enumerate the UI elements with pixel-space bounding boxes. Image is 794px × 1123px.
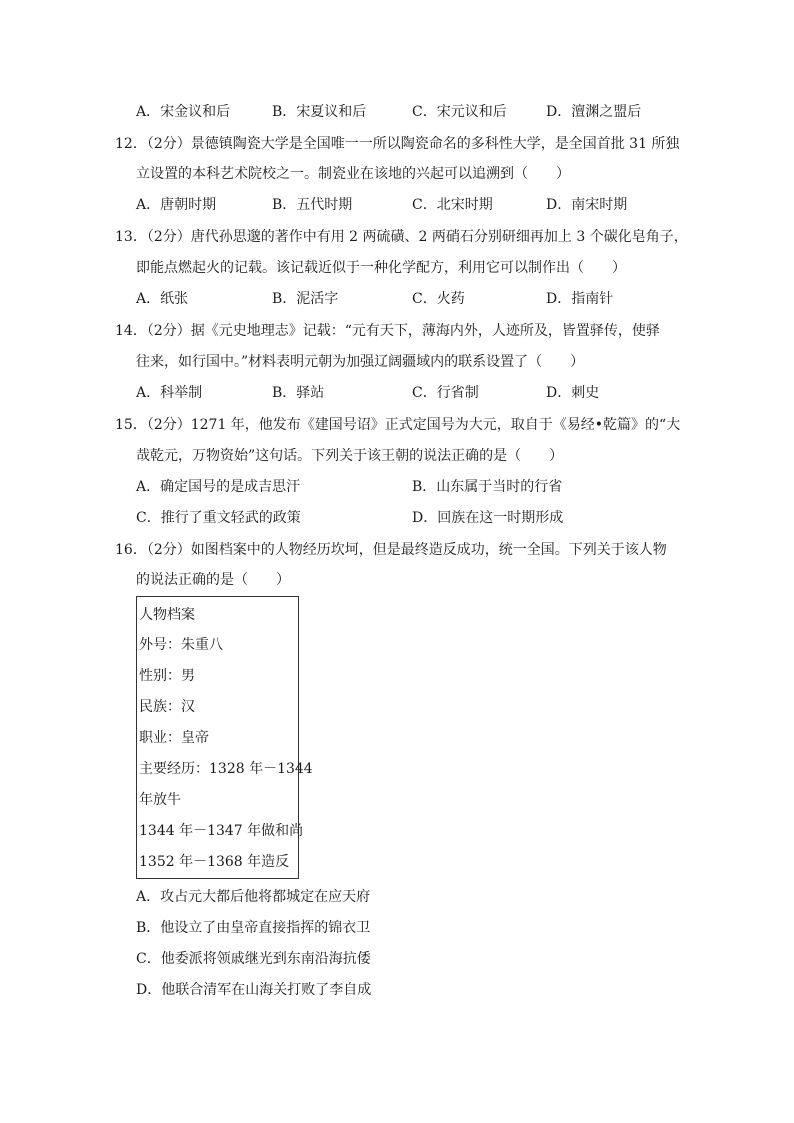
option-b[interactable]: B．五代时期 (272, 197, 353, 213)
person-profile-box (136, 596, 313, 879)
option-c[interactable]: C．宋元议和后 (412, 104, 507, 120)
question-stem-line: 哉乾元，万物资始”这句话。下列关于该王朝的说法正确的是（ ） (136, 448, 564, 464)
option-d[interactable]: D．指南针 (546, 291, 614, 307)
question-stem-line: 16．（2分）如图档案中的人物经历坎坷，但是最终造反成功，统一全国。下列关于该人物 (115, 542, 667, 558)
option-c[interactable]: C．北宋时期 (412, 197, 493, 213)
question-stem-line: 12．（2分）景德镇陶瓷大学是全国唯一一所以陶瓷命名的多科性大学，是全国首批 31 所独 (115, 136, 680, 152)
question-stem-line: 即能点燃起火的记载。该记载近似于一种化学配方，利用它可以制作出（ ） (136, 260, 626, 276)
profile-experience-line: 1352 年－1368 年造反 (139, 854, 290, 870)
option-b[interactable]: B．泥活字 (272, 291, 339, 307)
profile-experience-line: 1344 年－1347 年做和尚 (139, 823, 304, 839)
option-a[interactable]: A．宋金议和后 (136, 104, 231, 120)
option-d[interactable]: D．南宋时期 (546, 197, 628, 213)
option-b[interactable]: B．山东属于当时的行省 (412, 479, 563, 495)
profile-title: 人物档案 (139, 607, 195, 623)
option-b[interactable]: B．宋夏议和后 (272, 104, 367, 120)
option-c[interactable]: C．他委派将领戚继光到东南沿海抗倭 (136, 951, 371, 967)
profile-gender: 性别：男 (139, 668, 195, 684)
option-d[interactable]: D．刺史 (546, 385, 600, 401)
question-stem-line: 14．（2分）据《元史地理志》记载：“元有天下，薄海内外，人迹所及，皆置驿传，使驿 (115, 323, 660, 339)
option-a[interactable]: A．唐朝时期 (136, 197, 217, 213)
option-d[interactable]: D．他联合清军在山海关打败了李自成 (136, 982, 372, 998)
option-d[interactable]: D．澶渊之盟后 (546, 104, 642, 120)
profile-experience-line: 年放牛 (139, 792, 181, 808)
profile-nickname: 外号：朱重八 (139, 637, 223, 653)
profile-experience-line: 主要经历：1328 年－1344 (139, 761, 313, 777)
question-stem-line: 15．（2分）1271 年，他发布《建国号诏》正式定国号为大元，取自于《易经•乾篇》的“大 (115, 417, 681, 433)
option-d[interactable]: D．回族在这一时期形成 (412, 510, 564, 526)
profile-occupation: 职业：皇帝 (139, 730, 209, 746)
option-a[interactable]: A．攻占元大都后他将都城定在应天府 (136, 889, 371, 905)
option-c[interactable]: C．行省制 (412, 385, 479, 401)
profile-ethnicity: 民族：汉 (139, 699, 195, 715)
option-b[interactable]: B．他设立了由皇帝直接指挥的锦衣卫 (136, 920, 371, 936)
option-a[interactable]: A．科举制 (136, 385, 203, 401)
question-stem-line: 往来，如行国中。”材料表明元朝为加强辽阔疆域内的联系设置了（ ） (136, 354, 585, 370)
question-stem-line: 13．（2分）唐代孙思邈的著作中有用 2 两硫磺、2 两硝石分别研细再加上 3 个碳化皂角子， (115, 229, 688, 245)
question-stem-line: 的说法正确的是（ ） (136, 572, 290, 588)
question-stem-line: 立设置的本科艺术院校之一。制瓷业在该地的兴起可以追溯到（ ） (136, 166, 570, 182)
option-c[interactable]: C．火药 (412, 291, 465, 307)
option-b[interactable]: B．驿站 (272, 385, 325, 401)
option-c[interactable]: C．推行了重文轻武的政策 (136, 510, 301, 526)
option-a[interactable]: A．确定国号的是成吉思汗 (136, 479, 301, 495)
option-a[interactable]: A．纸张 (136, 291, 189, 307)
